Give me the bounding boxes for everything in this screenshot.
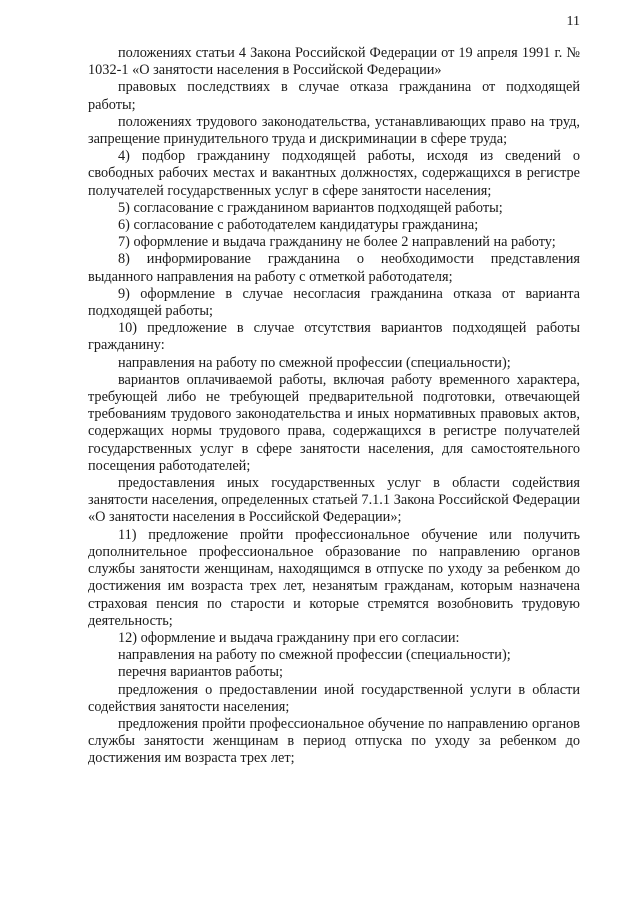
- paragraph: 12) оформление и выдача гражданину при его согласии:: [118, 629, 460, 646]
- document-body: [88, 45, 580, 768]
- paragraph: предоставления иных государственных услуг в области содействия занятости населения, определенных статьей 7.1.1 Закона Российской Федерации «О занятости населения в Российской Федерации»;: [88, 475, 580, 526]
- paragraph: 9) оформление в случае несогласия гражданина отказа от варианта подходящей работы;: [88, 285, 580, 320]
- paragraph: положениях трудового законодательства, устанавливающих право на труд, запрещение принудительного труда и дискриминации в сфере труда;: [88, 113, 580, 148]
- paragraph: предложения пройти профессиональное обучение по направлению органов службы занятости женщинам в период отпуска по уходу за ребенком до достижения им возраста трех лет;: [88, 715, 580, 767]
- page-number: 11: [566, 14, 580, 29]
- paragraph: 10) предложение в случае отсутствия вариантов подходящей работы гражданину:: [88, 320, 580, 354]
- paragraph: 11) предложение пройти профессиональное обучение или получить дополнительное профессиональное образование по направлению органов службы занятости женщинам, находящимся в отпуске по уходу за ребенком до достижения им возраста трех лет, незанятым гражданам, которым назначена страховая пенсия по старости и которые стремятся возобновить трудовую деятельность;: [88, 526, 580, 629]
- paragraph: направления на работу по смежной профессии (специальности);: [118, 647, 511, 664]
- paragraph: предложения о предоставлении иной государственной услуги в области содействия занятости населения;: [88, 681, 580, 715]
- paragraph: перечня вариантов работы;: [118, 664, 283, 681]
- paragraph: положениях статьи 4 Закона Российской Федерации от 19 апреля 1991 г. № 1032-1 «О занятости населения в Российской Федерации»: [88, 45, 580, 79]
- paragraph: 6) согласование с работодателем кандидатуры гражданина;: [118, 217, 479, 234]
- paragraph: 5) согласование с гражданином вариантов подходящей работы;: [118, 199, 503, 216]
- paragraph: вариантов оплачиваемой работы, включая работу временного характера, требующей либо не требующей предварительной подготовки, отвечающей требованиям трудового законодательства и иных нормативных правовых актов, содержащих нормы трудового права, содержащихся в регистре получателей государственных услуг в сфере занятости населения, для самостоятельного посещения работодателей;: [88, 371, 580, 474]
- paragraph: правовых последствиях в случае отказа гражданина от подходящей работы;: [88, 79, 580, 113]
- paragraph: 8) информирование гражданина о необходимости представления выданного направления на работу с отметкой работодателя;: [88, 251, 580, 285]
- paragraph: направления на работу по смежной профессии (специальности);: [118, 354, 511, 371]
- paragraph: 7) оформление и выдача гражданину не более 2 направлений на работу;: [118, 234, 556, 251]
- paragraph: 4) подбор гражданину подходящей работы, исходя из сведений о свободных рабочих местах и вакантных должностях, содержащихся в регистре получателей государственных услуг в сфере занятости населения;: [88, 148, 580, 199]
